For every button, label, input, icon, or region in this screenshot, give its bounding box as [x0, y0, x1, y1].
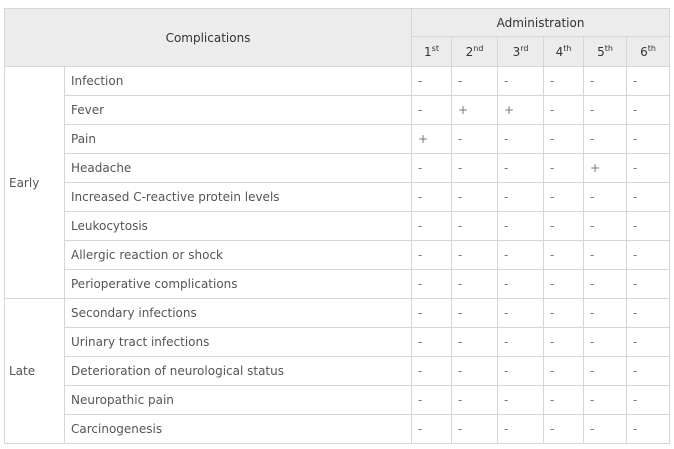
administration-value: - [544, 328, 584, 357]
administration-value: - [498, 357, 544, 386]
table-row [5, 415, 670, 444]
administration-value: - [498, 154, 544, 183]
column-suffix: th [604, 44, 613, 53]
complication-name: Urinary tract infections [65, 328, 412, 357]
complication-name: Infection [65, 67, 412, 96]
column-suffix: th [647, 44, 656, 53]
complication-name: Allergic reaction or shock [65, 241, 412, 270]
administration-value: - [452, 328, 498, 357]
administration-value: - [627, 183, 670, 212]
column-number: 2 [465, 45, 474, 59]
administration-value: - [544, 415, 584, 444]
table-row [5, 125, 670, 154]
administration-value: - [544, 357, 584, 386]
group-label: Late [5, 299, 65, 444]
column-suffix: th [563, 44, 572, 53]
administration-value: - [498, 270, 544, 299]
column-suffix: nd [473, 44, 484, 53]
administration-value: + [412, 125, 452, 154]
administration-value: - [452, 299, 498, 328]
administration-value: - [412, 357, 452, 386]
administration-value: - [627, 96, 670, 125]
administration-value: - [584, 96, 627, 125]
complication-name: Carcinogenesis [65, 415, 412, 444]
administration-value: - [412, 96, 452, 125]
administration-column-header [452, 37, 498, 67]
administration-value: - [452, 386, 498, 415]
administration-value: - [412, 299, 452, 328]
administration-value: - [452, 154, 498, 183]
administration-column-header [544, 37, 584, 67]
administration-value: - [584, 386, 627, 415]
administration-value: - [544, 67, 584, 96]
administration-value: - [498, 299, 544, 328]
administration-value: - [627, 212, 670, 241]
administration-value: - [584, 67, 627, 96]
administration-value: - [544, 125, 584, 154]
column-suffix: st [431, 44, 439, 53]
administration-value: - [627, 154, 670, 183]
complication-name: Secondary infections [65, 299, 412, 328]
administration-value: - [627, 125, 670, 154]
complication-name: Headache [65, 154, 412, 183]
table-body [5, 67, 670, 444]
administration-value: - [498, 183, 544, 212]
administration-value: - [544, 241, 584, 270]
administration-value: - [452, 67, 498, 96]
complications-header: Complications [5, 9, 412, 67]
administration-value: - [627, 328, 670, 357]
table-row [5, 357, 670, 386]
administration-value: - [627, 241, 670, 270]
administration-value: - [452, 270, 498, 299]
administration-value: - [584, 241, 627, 270]
administration-value: - [452, 183, 498, 212]
administration-column-header [412, 37, 452, 67]
administration-value: - [498, 241, 544, 270]
administration-value: - [584, 270, 627, 299]
administration-value: - [498, 67, 544, 96]
administration-value: - [584, 328, 627, 357]
administration-value: - [544, 154, 584, 183]
table-header [5, 9, 670, 67]
administration-value: - [584, 357, 627, 386]
administration-value: - [412, 183, 452, 212]
administration-value: - [544, 386, 584, 415]
column-number: 5 [597, 45, 605, 59]
administration-value: - [412, 415, 452, 444]
administration-value: - [627, 299, 670, 328]
administration-value: + [498, 96, 544, 125]
administration-value: - [498, 212, 544, 241]
administration-header: Administration [412, 9, 670, 37]
administration-value: - [452, 212, 498, 241]
administration-value: - [498, 415, 544, 444]
administration-value: - [452, 415, 498, 444]
table-row [5, 67, 670, 96]
administration-value: - [627, 415, 670, 444]
administration-value: - [498, 328, 544, 357]
complication-name: Pain [65, 125, 412, 154]
column-number: 6 [640, 45, 648, 59]
administration-value: - [627, 386, 670, 415]
complication-name: Fever [65, 96, 412, 125]
administration-value: - [627, 270, 670, 299]
table-row [5, 299, 670, 328]
administration-value: + [584, 154, 627, 183]
column-number: 4 [555, 45, 564, 59]
administration-value: - [412, 154, 452, 183]
administration-column-header [498, 37, 544, 67]
administration-value: - [412, 270, 452, 299]
complications-table [4, 8, 670, 444]
administration-value: - [498, 386, 544, 415]
administration-value: - [544, 183, 584, 212]
table-row [5, 96, 670, 125]
administration-value: - [584, 415, 627, 444]
administration-value: - [584, 299, 627, 328]
column-number: 3 [512, 45, 521, 59]
administration-value: - [412, 212, 452, 241]
complication-name: Increased C-reactive protein levels [65, 183, 412, 212]
administration-value: - [452, 357, 498, 386]
administration-value: - [412, 386, 452, 415]
administration-value: - [412, 241, 452, 270]
administration-value: - [544, 96, 584, 125]
table-row [5, 154, 670, 183]
administration-value: - [584, 125, 627, 154]
administration-value: - [412, 328, 452, 357]
complication-name: Perioperative complications [65, 270, 412, 299]
administration-column-header [584, 37, 627, 67]
administration-column-header [627, 37, 670, 67]
table-row [5, 241, 670, 270]
administration-value: - [627, 67, 670, 96]
table-row [5, 183, 670, 212]
complication-name: Neuropathic pain [65, 386, 412, 415]
complication-name: Deterioration of neurological status [65, 357, 412, 386]
administration-value: + [452, 96, 498, 125]
table-row [5, 212, 670, 241]
complication-name: Leukocytosis [65, 212, 412, 241]
administration-value: - [544, 270, 584, 299]
administration-value: - [412, 67, 452, 96]
administration-value: - [544, 212, 584, 241]
column-suffix: rd [520, 44, 529, 53]
administration-value: - [452, 241, 498, 270]
administration-value: - [544, 299, 584, 328]
administration-value: - [452, 125, 498, 154]
table-row [5, 386, 670, 415]
table-row [5, 328, 670, 357]
administration-value: - [584, 212, 627, 241]
administration-value: - [498, 125, 544, 154]
column-number: 1 [424, 45, 432, 59]
table-row [5, 270, 670, 299]
administration-value: - [627, 357, 670, 386]
administration-value: - [584, 183, 627, 212]
group-label: Early [5, 67, 65, 299]
